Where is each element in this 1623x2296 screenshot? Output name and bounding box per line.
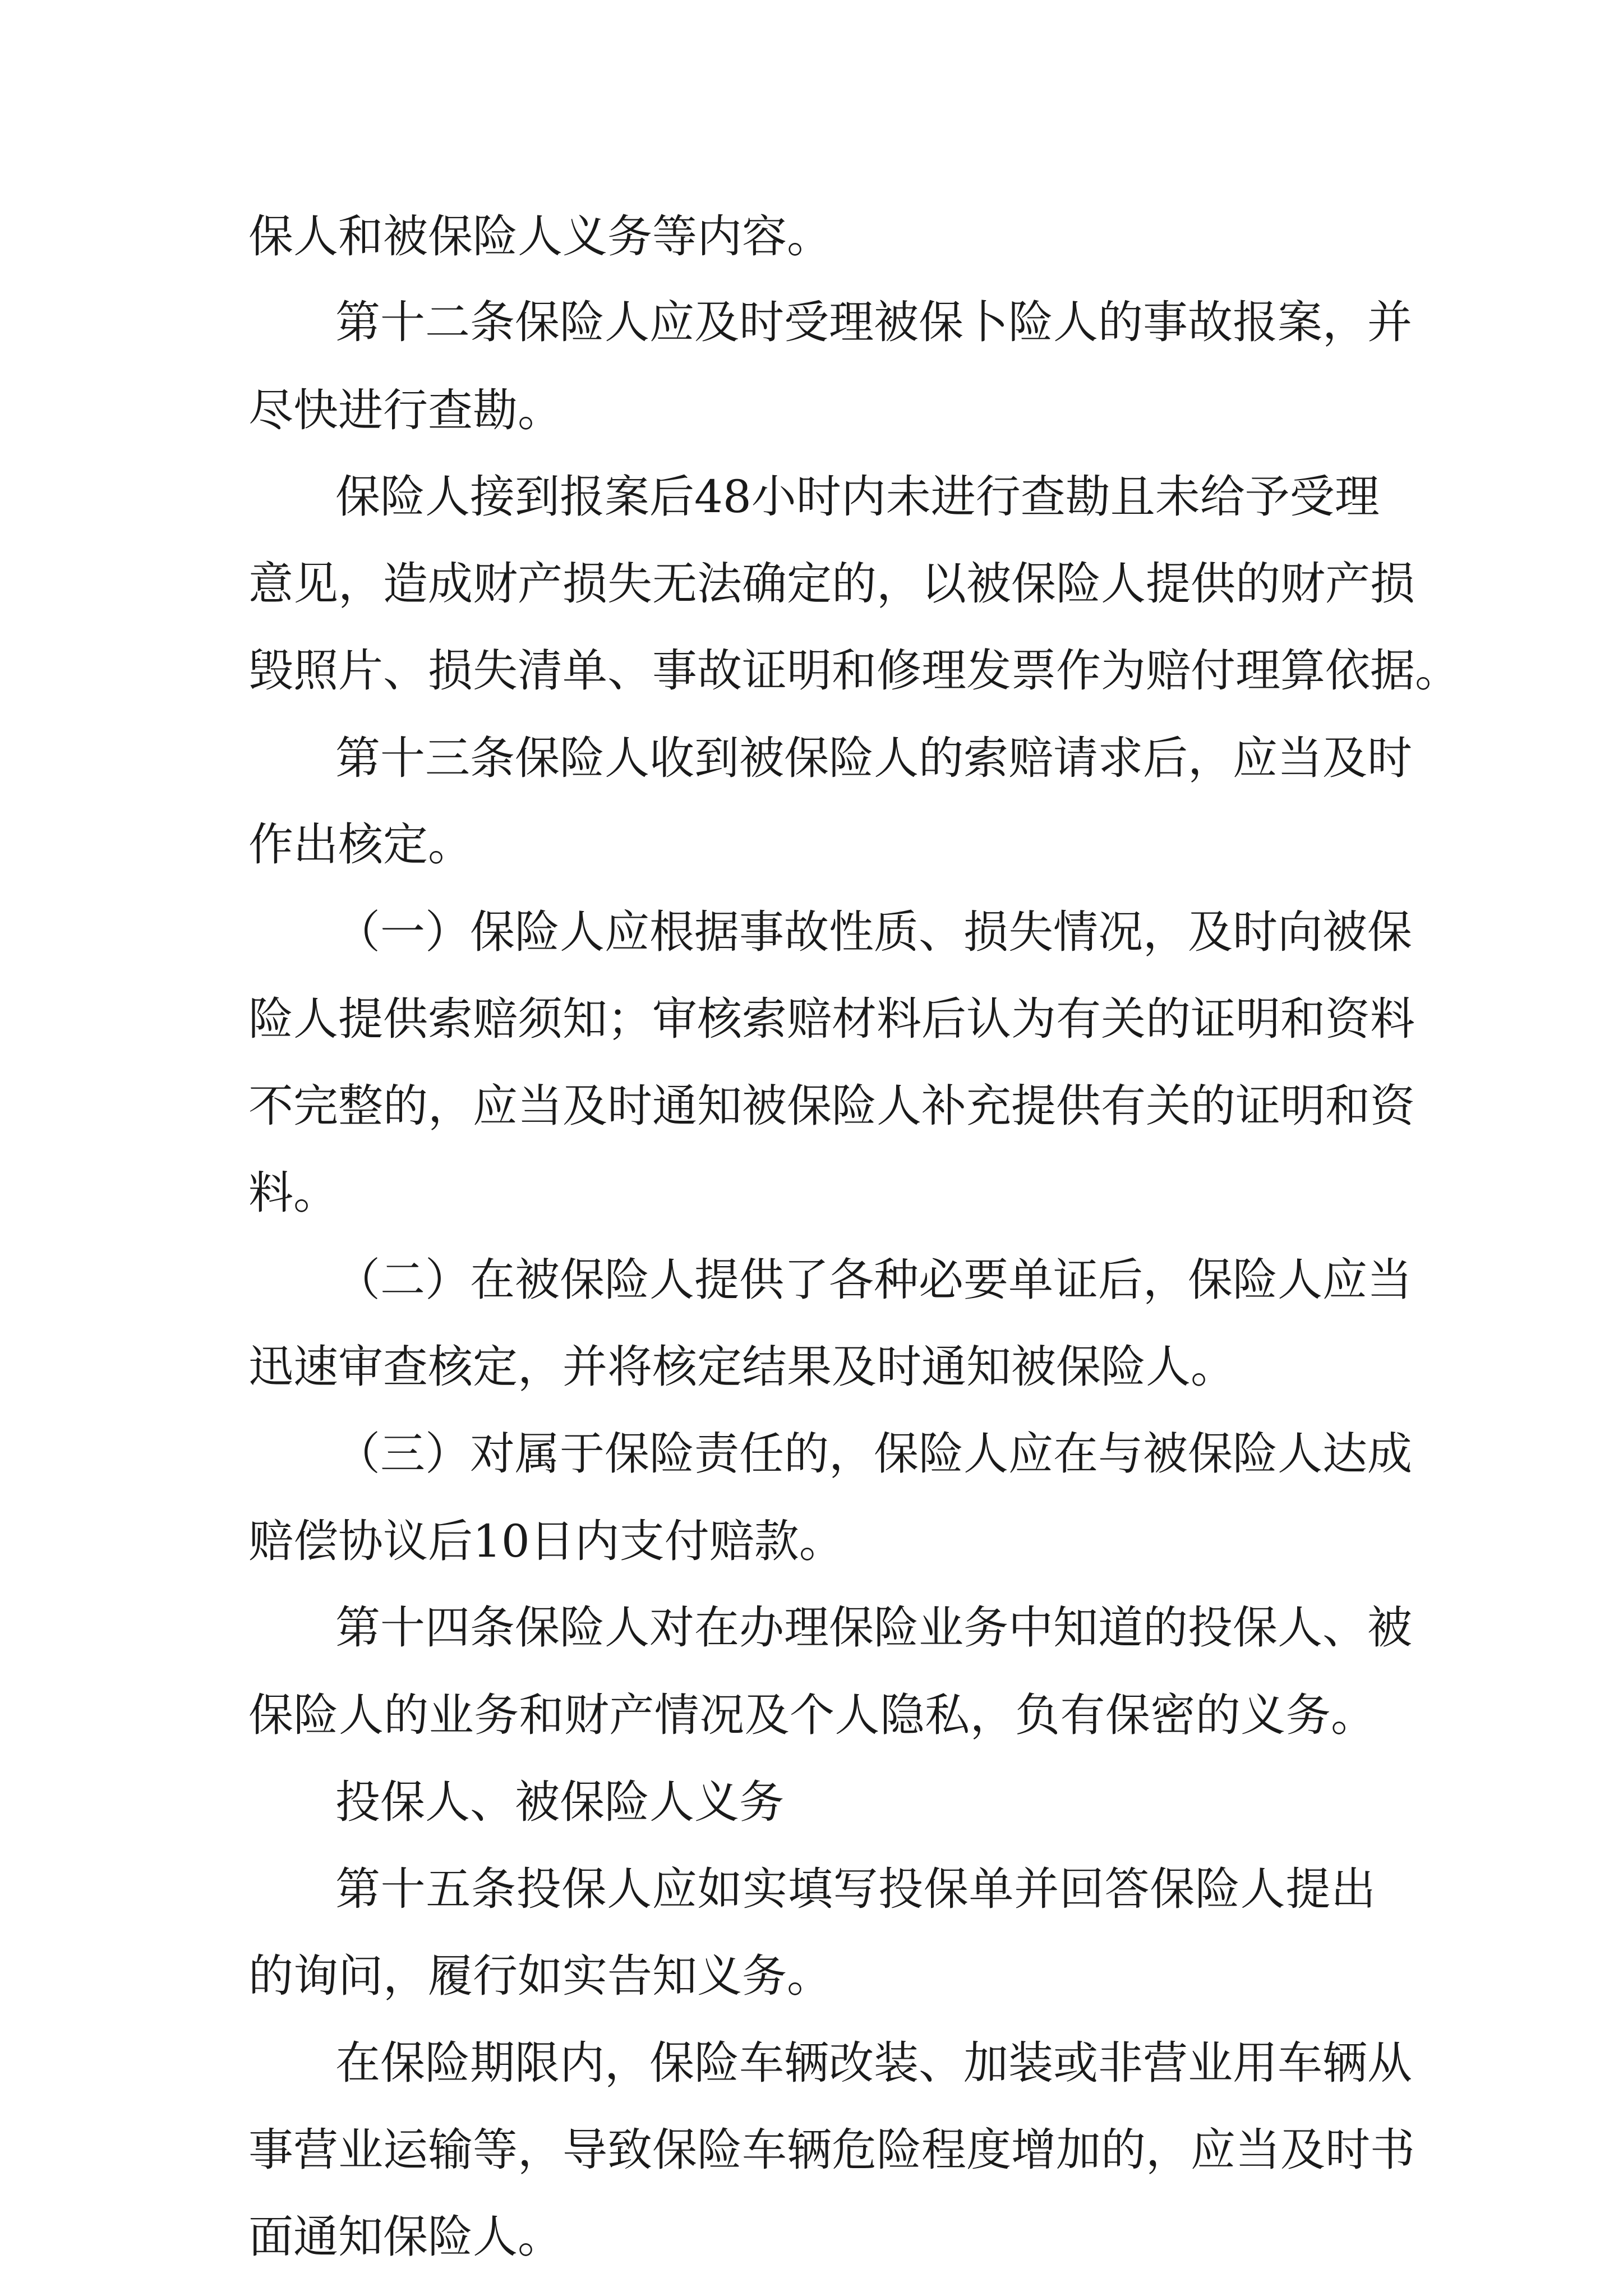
paragraph-line: （一）保险人应根据事故性质、损失情况，及时向被保 (335, 906, 1412, 958)
paragraph-line: 险人提供索赔须知；审核索赔材料后认为有关的证明和资料 (248, 993, 1415, 1045)
paragraph-line: 第十三条保险人收到被保险人的索赔请求后，应当及时 (335, 732, 1412, 784)
paragraph-line: 毁照片、损失清单、事故证明和修理发票作为赔付理算依据。 (248, 645, 1460, 697)
paragraph-line: 的询问，履行如实告知义务。 (248, 1950, 832, 2002)
paragraph-line: 意见，造成财产损失无法确定的，以被保险人提供的财产损 (248, 558, 1415, 610)
paragraph-line: 在保险期限内，保险车辆改装、加装或非营业用车辆从 (335, 2037, 1412, 2089)
section-heading: 投保人、被保险人义务 (335, 1776, 784, 1828)
paragraph-line: （三）对属于保险责任的，保险人应在与被保险人达成 (335, 1428, 1412, 1480)
paragraph-line: 保险人接到报案后48小时内未进行查勘且未给予受理 (335, 471, 1380, 523)
paragraph-line: 事营业运输等，导致保险车辆危险程度增加的，应当及时书 (248, 2124, 1415, 2176)
paragraph-line: 第十五条投保人应如实填写投保单并回答保险人提出 (335, 1863, 1376, 1915)
paragraph-line: 保人和被保险人义务等内容。 (248, 210, 832, 263)
paragraph-line: （二）在被保险人提供了各种必要单证后，保险人应当 (335, 1254, 1412, 1306)
paragraph-line: 保险人的业务和财产情况及个人隐私，负有保密的义务。 (248, 1689, 1376, 1741)
paragraph-line: 迅速审查核定，并将核定结果及时通知被保险人。 (248, 1341, 1235, 1393)
paragraph-line: 料。 (248, 1167, 338, 1219)
paragraph-line: 面通知保险人。 (248, 2211, 562, 2263)
paragraph-line: 第十二条保险人应及时受理被保卜险人的事故报案，并 (335, 296, 1412, 348)
paragraph-line: 赔偿协议后10日内支付赔款。 (248, 1515, 844, 1567)
paragraph-line: 第十四条保险人对在办理保险业务中知道的投保人、被 (335, 1602, 1412, 1654)
paragraph-line: 作出核定。 (248, 818, 473, 871)
paragraph-line: 尽快进行查勘。 (248, 384, 562, 436)
paragraph-line: 不完整的，应当及时通知被保险人补充提供有关的证明和资 (248, 1080, 1415, 1132)
